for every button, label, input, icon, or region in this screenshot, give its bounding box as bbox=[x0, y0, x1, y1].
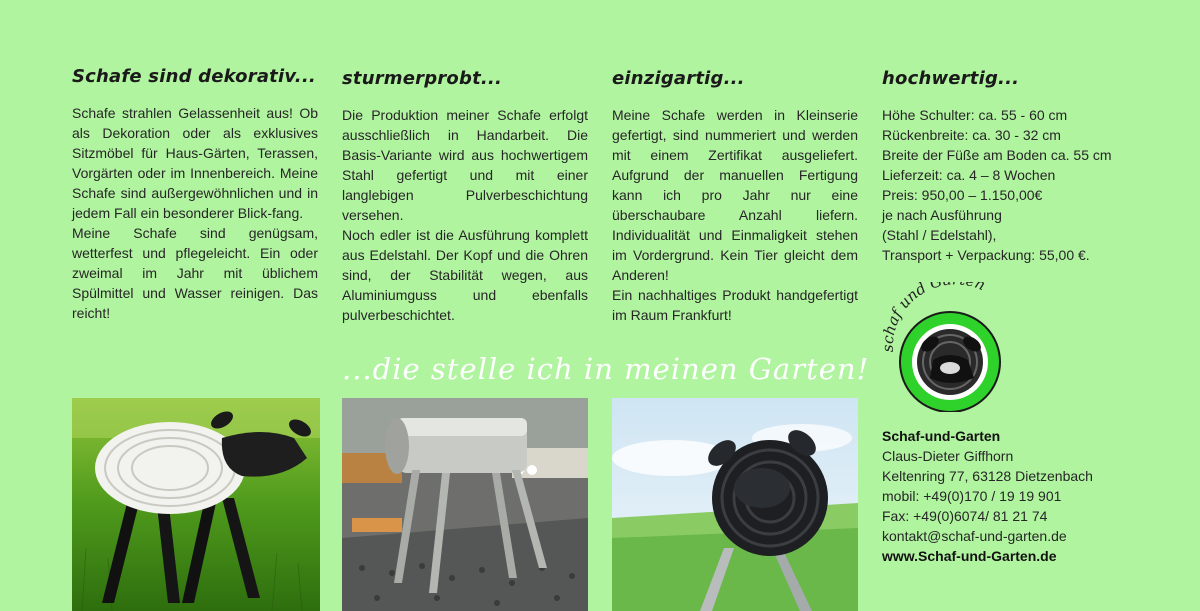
photo-workshop-steel bbox=[342, 398, 588, 611]
column-sturdy bbox=[342, 66, 588, 325]
logo-schaf-und-garten bbox=[878, 282, 1028, 412]
email[interactable]: kontakt@schaf-und-garten.de bbox=[882, 528, 1067, 544]
company-name: Schaf-und-Garten bbox=[882, 428, 1001, 444]
column-text: Höhe Schulter: ca. 55 - 60 cm Rückenbreite: ca. 30 - 32 cm Breite der Füße am Boden ca. 55 cm Lieferzeit: ca. 4 – 8 Wochen Preis: 950,00 – 1.150,00€ je nach Ausführung (Stahl / Edelstahl), Transport + Verpackung: 55,00 €. bbox=[882, 107, 1112, 263]
owner-name: Claus-Dieter Giffhorn bbox=[882, 448, 1014, 464]
column-specs bbox=[882, 66, 1142, 265]
column-title: einzigartig... bbox=[612, 68, 745, 89]
column-title: Schafe sind dekorativ... bbox=[72, 66, 316, 87]
column-decorative bbox=[72, 66, 318, 323]
fax: Fax: +49(0)6074/ 81 21 74 bbox=[882, 508, 1048, 524]
logo-text: schaf und G n bbox=[878, 282, 988, 353]
column-text: Schafe strahlen Gelassenheit aus! Ob als Dekoration oder als exklusives Sitzmöbel für Haus-Gärten, Terassen, Vorgärten oder im Innenbereich. Meine Schafe sind außergewöhnlichen und in jedem Fall ein besonderer Blick-fang. Meine Schafe sind genügsam, wetterfest und pflegeleicht. Ein oder zweimal im Jahr mit üblichem Spülmittel und Wasser reinigen. Das reicht! bbox=[72, 105, 318, 321]
column-text: Meine Schafe werden in Kleinserie gefertigt, sind nummeriert und werden mit einem Zertifikat ausgeliefert. Aufgrund der manuellen Fertigung kann ich pro Jahr nur eine überschaubare Anzahl liefern. Individualität und Einmaligkeit stehen im Vordergrund. Kein Tier gleicht dem Anderen! Ein nachhaltiges Produkt handgefertigt im Raum Frankfurt! bbox=[612, 107, 858, 323]
contact-block bbox=[882, 426, 1182, 566]
photo-black-sheep bbox=[612, 398, 858, 611]
column-text: Die Produktion meiner Schafe erfolgt ausschließlich in Handarbeit. Die Basis-Variante wird aus hochwertigem Stahl gefertigt und mit einer langlebigen Pulverbeschichtung versehen. Noch edler ist die Ausführung komplett aus Edelstahl. Der Kopf und die Ohren sind, der Stabilität wegen, aus Aluminiumguss und ebenfalls pulverbeschichtet. bbox=[342, 107, 588, 323]
column-title: sturmerprobt... bbox=[342, 68, 502, 89]
column-title: hochwertig... bbox=[882, 68, 1020, 89]
website-link[interactable]: www.Schaf-und-Garten.de bbox=[882, 548, 1057, 564]
address: Keltenring 77, 63128 Dietzenbach bbox=[882, 468, 1093, 484]
column-unique bbox=[612, 66, 858, 325]
mobile-phone: mobil: +49(0)170 / 19 19 901 bbox=[882, 488, 1062, 504]
photo-white-sheep bbox=[72, 398, 320, 611]
slogan: ...die stelle ich in meinen Garten! bbox=[342, 352, 870, 386]
